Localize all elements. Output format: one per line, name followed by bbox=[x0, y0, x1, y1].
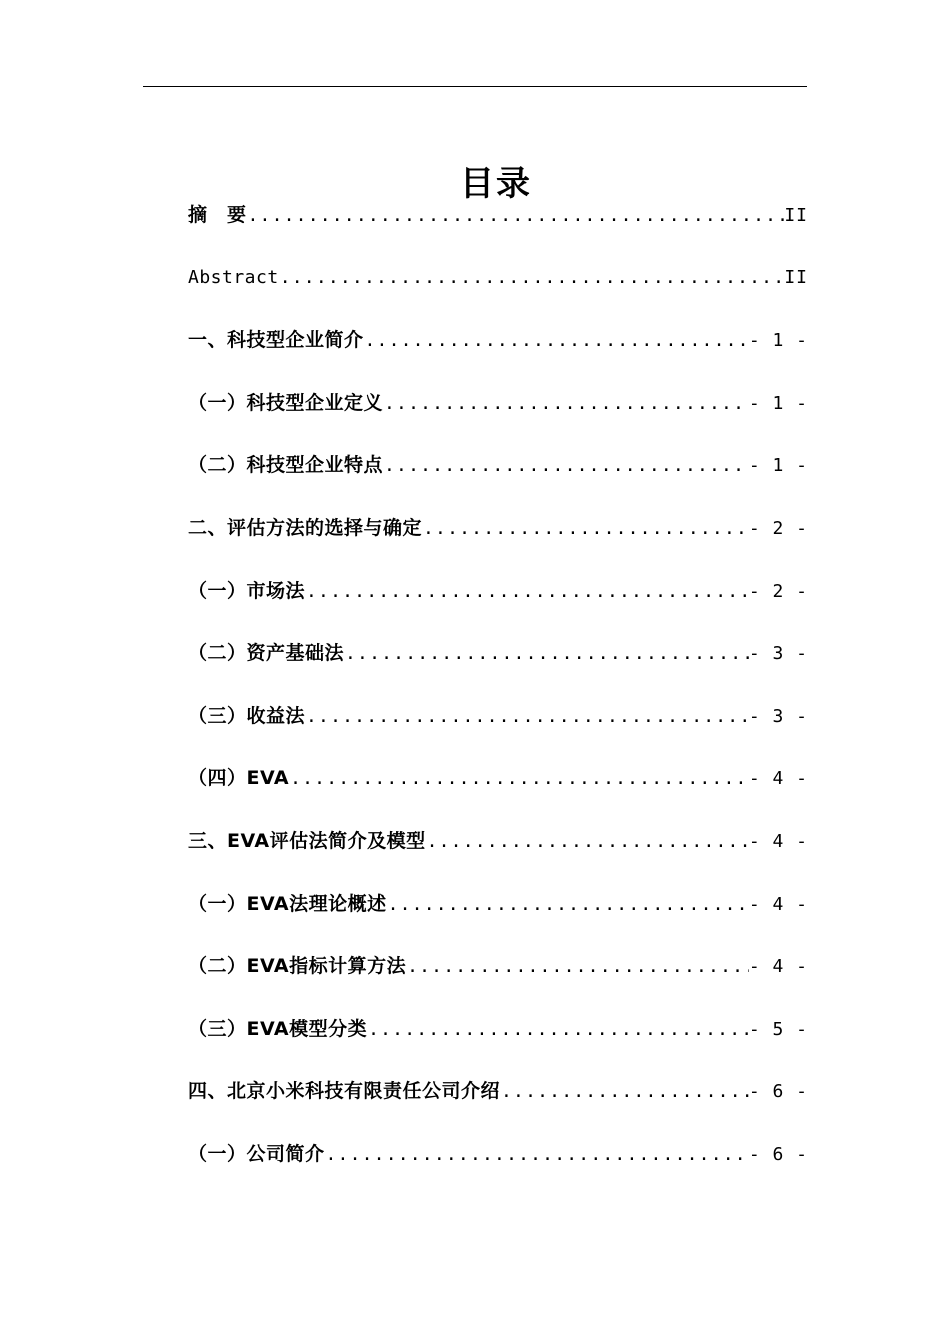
toc-entry-page: - 4 - bbox=[748, 830, 808, 852]
toc-entry-chapter-1[interactable] bbox=[188, 320, 808, 383]
toc-entry-section-2-1[interactable] bbox=[188, 571, 808, 634]
dot-leader bbox=[289, 759, 749, 799]
toc-entry-label: 二、评估方法的选择与确定 bbox=[188, 516, 423, 539]
toc-entry-label: 摘 要 bbox=[188, 204, 247, 226]
toc-entry-label: （二）资产基础法 bbox=[188, 642, 345, 665]
toc-entry-label: （一）公司简介 bbox=[188, 1142, 325, 1165]
page-title: 目录 bbox=[460, 163, 532, 204]
toc-entry-section-2-2[interactable] bbox=[188, 633, 808, 696]
toc-entry-page: - 3 - bbox=[748, 705, 808, 727]
dot-leader bbox=[305, 697, 749, 737]
toc-entry-abstract-en[interactable] bbox=[188, 258, 808, 321]
toc-entry-page: - 1 - bbox=[748, 330, 808, 352]
dot-leader bbox=[383, 446, 749, 486]
toc-entry-section-3-2[interactable] bbox=[188, 946, 808, 1009]
toc-entry-section-3-1[interactable] bbox=[188, 884, 808, 947]
dot-leader bbox=[305, 572, 749, 612]
toc-entry-page: - 3 - bbox=[748, 643, 808, 665]
toc-entry-page: - 2 - bbox=[748, 517, 808, 539]
toc-entry-label: Abstract bbox=[188, 266, 279, 288]
toc-entry-label: （三）收益法 bbox=[188, 704, 306, 727]
dot-leader bbox=[500, 1072, 749, 1112]
dot-leader bbox=[426, 822, 749, 862]
toc-entry-page: - 1 - bbox=[748, 455, 808, 477]
toc-entry-section-3-3[interactable] bbox=[188, 1009, 808, 1072]
toc-entry-label: （一）EVA法理论概述 bbox=[188, 892, 387, 915]
toc-entry-label: （一）市场法 bbox=[188, 579, 306, 602]
toc-entry-label: （三）EVA模型分类 bbox=[188, 1017, 368, 1040]
table-of-contents bbox=[188, 195, 808, 1197]
toc-entry-label: （二）EVA指标计算方法 bbox=[188, 955, 407, 978]
dot-leader bbox=[383, 384, 749, 424]
toc-entry-chapter-3[interactable] bbox=[188, 821, 808, 884]
toc-entry-label: 三、EVA评估法简介及模型 bbox=[188, 829, 426, 852]
toc-entry-label: 四、北京小米科技有限责任公司介绍 bbox=[188, 1080, 501, 1103]
toc-entry-page: II bbox=[784, 205, 808, 226]
dot-leader bbox=[247, 196, 785, 236]
toc-entry-section-4-1[interactable] bbox=[188, 1134, 808, 1197]
toc-entry-page: - 2 - bbox=[748, 580, 808, 602]
dot-leader bbox=[387, 885, 749, 925]
toc-entry-page: - 5 - bbox=[748, 1018, 808, 1040]
toc-entry-section-1-2[interactable] bbox=[188, 445, 808, 508]
dot-leader bbox=[367, 1010, 749, 1050]
toc-entry-page: - 4 - bbox=[748, 768, 808, 790]
dot-leader bbox=[406, 947, 749, 987]
toc-entry-page: II bbox=[784, 266, 808, 288]
toc-entry-section-2-4[interactable] bbox=[188, 758, 808, 821]
toc-entry-label: 一、科技型企业简介 bbox=[188, 329, 364, 352]
dot-leader bbox=[344, 634, 749, 674]
toc-entry-label: （二）科技型企业特点 bbox=[188, 454, 384, 477]
toc-entry-abstract-cn[interactable] bbox=[188, 195, 808, 258]
toc-entry-label: （四）EVA bbox=[188, 767, 290, 790]
toc-entry-label: （一）科技型企业定义 bbox=[188, 391, 384, 414]
toc-entry-page: - 6 - bbox=[748, 1081, 808, 1103]
dot-leader bbox=[422, 509, 749, 549]
toc-entry-page: - 6 - bbox=[748, 1143, 808, 1165]
toc-entry-page: - 1 - bbox=[748, 392, 808, 414]
toc-entry-section-2-3[interactable] bbox=[188, 696, 808, 759]
header-rule bbox=[143, 86, 807, 87]
toc-entry-section-1-1[interactable] bbox=[188, 383, 808, 446]
toc-entry-chapter-4[interactable] bbox=[188, 1071, 808, 1134]
dot-leader bbox=[325, 1135, 749, 1175]
toc-entry-page: - 4 - bbox=[748, 893, 808, 915]
dot-leader bbox=[364, 321, 749, 361]
toc-entry-chapter-2[interactable] bbox=[188, 508, 808, 571]
dot-leader bbox=[279, 258, 785, 298]
toc-entry-page: - 4 - bbox=[748, 956, 808, 978]
